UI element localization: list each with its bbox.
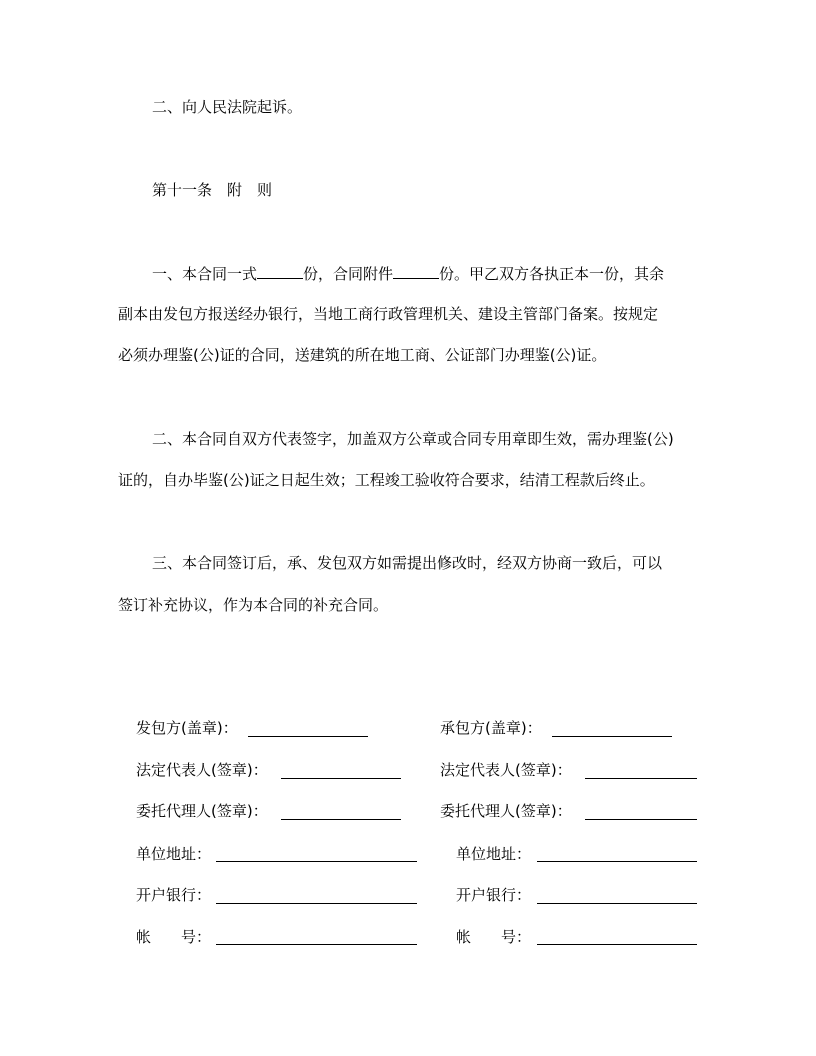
right-account-label: 帐 号：: [456, 928, 532, 946]
right-legal-rep-line: [585, 778, 697, 779]
copies-blank: [257, 264, 303, 279]
right-legal-rep-label: 法定代表人(签章)：: [440, 761, 572, 779]
paragraph-1-part-c: 份。甲乙双方各执正本一份，其余: [439, 265, 665, 283]
left-account-line: [216, 944, 417, 945]
left-agent-label: 委托代理人(签章)：: [136, 802, 268, 820]
left-bank-label: 开户银行：: [136, 886, 212, 904]
left-agent-line: [281, 819, 401, 820]
paragraph-1-line-1: [152, 264, 664, 283]
article-heading: 第十一条 附 则: [152, 181, 273, 199]
right-seal-line: [552, 736, 672, 737]
paragraph-3-line-1: 三、本合同签订后，承、发包双方如需提出修改时，经双方协商一致后，可以: [152, 554, 663, 572]
right-seal-label: 承包方(盖章)：: [440, 719, 542, 737]
left-legal-rep-label: 法定代表人(签章)：: [136, 761, 268, 779]
left-address-line: [216, 861, 417, 862]
paragraph-3-line-2: 签订补充协议，作为本合同的补充合同。: [118, 596, 389, 614]
left-bank-line: [216, 903, 417, 904]
intro-item-2: 二、向人民法院起诉。: [152, 98, 303, 116]
paragraph-1-part-b: 份，合同附件: [303, 265, 394, 283]
right-agent-label: 委托代理人(签章)：: [440, 802, 572, 820]
right-address-label: 单位地址：: [456, 845, 532, 863]
left-seal-label: 发包方(盖章)：: [136, 719, 238, 737]
attachments-blank: [393, 264, 439, 279]
right-agent-line: [585, 819, 697, 820]
paragraph-2-line-1: 二、本合同自双方代表签字，加盖双方公章或合同专用章即生效，需办理鉴(公): [152, 430, 674, 448]
left-address-label: 单位地址：: [136, 845, 212, 863]
right-account-line: [537, 944, 697, 945]
paragraph-1-line-3: 必须办理鉴(公)证的合同，送建筑的所在地工商、公证部门办理鉴(公)证。: [118, 346, 607, 364]
paragraph-1-line-2: 副本由发包方报送经办银行，当地工商行政管理机关、建设主管部门备案。按规定: [118, 305, 659, 323]
left-legal-rep-line: [281, 778, 401, 779]
left-account-label: 帐 号：: [136, 928, 212, 946]
right-bank-label: 开户银行：: [456, 886, 532, 904]
right-address-line: [537, 861, 697, 862]
paragraph-1-part-a: 一、本合同一式: [152, 265, 258, 283]
paragraph-2-line-2: 证的，自办毕鉴(公)证之日起生效；工程竣工验收符合要求，结清工程款后终止。: [118, 471, 655, 489]
left-seal-line: [248, 736, 368, 737]
right-bank-line: [537, 903, 697, 904]
